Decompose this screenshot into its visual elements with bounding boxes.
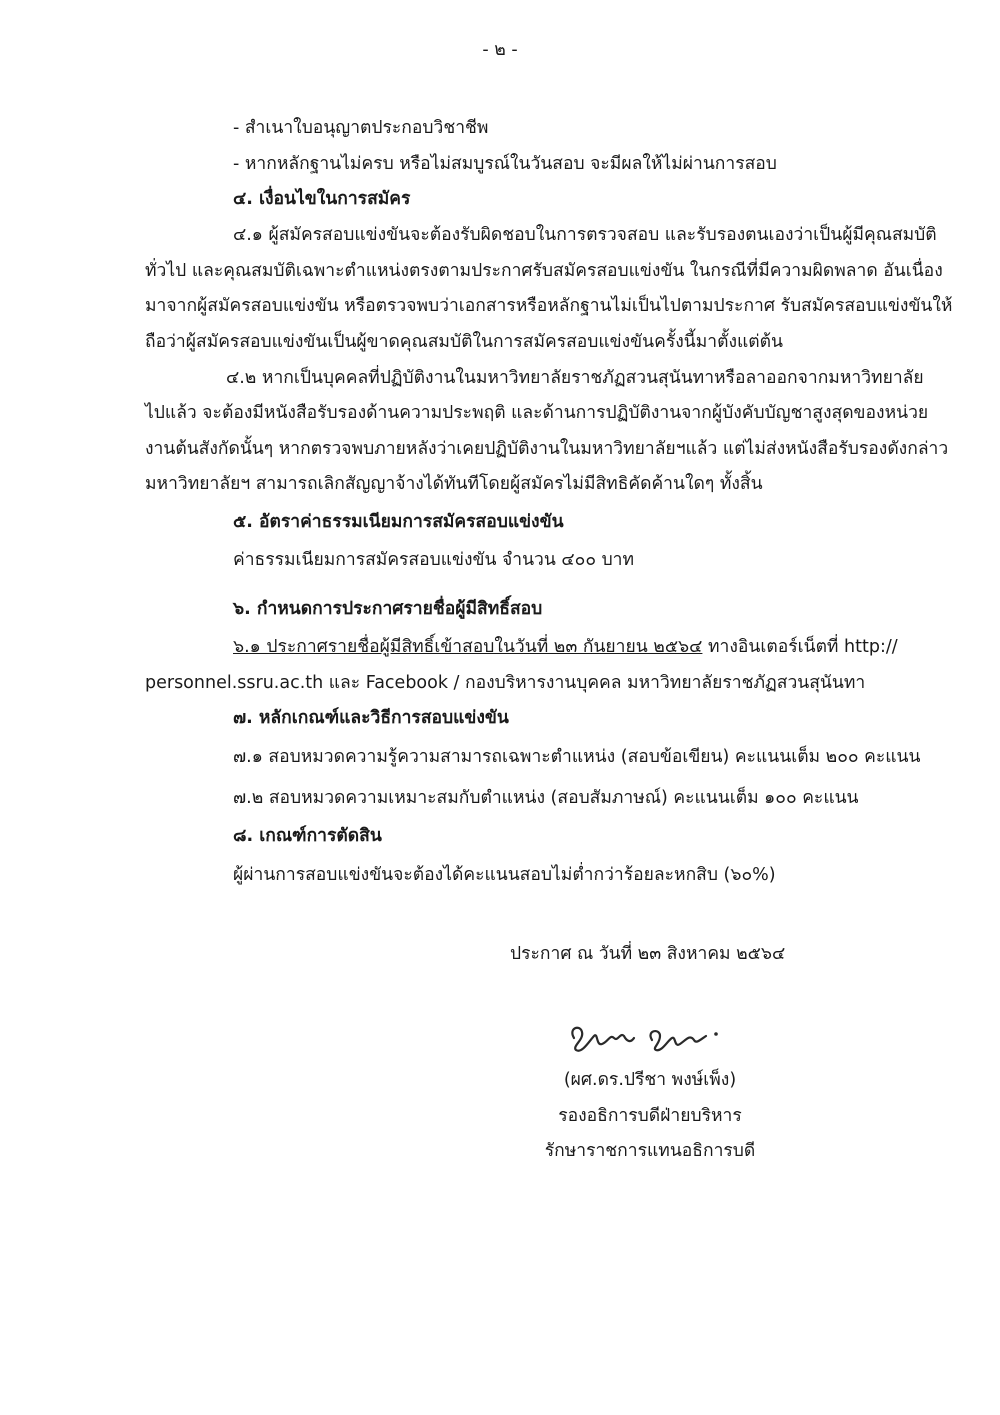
- announcement-date-underlined: ๖.๑ ประกาศรายชื่อผู้มีสิทธิ์เข้าสอบในวันที่ ๒๓ กันยายน ๒๕๖๔: [233, 637, 703, 657]
- list-item: - สำเนาใบอนุญาตประกอบวิชาชีพ: [233, 118, 489, 138]
- section-6-1-line: [233, 635, 898, 659]
- section-4-2-line: ๔.๒ หากเป็นบุคคลที่ปฏิบัติงานในมหาวิทยาลัยราชภัฏสวนสุนันทาหรือลาออกจากมหาวิทยาลัย: [226, 368, 924, 388]
- section-5-heading: ๕. อัตราค่าธรรมเนียมการสมัครสอบแข่งขัน: [233, 512, 564, 532]
- section-6-heading: ๖. กำหนดการประกาศรายชื่อผู้มีสิทธิ์สอบ: [233, 599, 543, 619]
- section-4-2-line: งานต้นสังกัดนั้นๆ หากตรวจพบภายหลังว่าเคยปฏิบัติงานในมหาวิทยาลัยฯแล้ว แต่ไม่ส่งหนังสือรับรองดังกล่าว: [145, 439, 949, 459]
- section-5-text: ค่าธรรมเนียมการสมัครสอบแข่งขัน จำนวน ๔๐๐ บาท: [233, 550, 635, 570]
- section-8-heading: ๘. เกณฑ์การตัดสิน: [233, 826, 382, 846]
- signature-image: [560, 1010, 740, 1060]
- section-7-heading: ๗. หลักเกณฑ์และวิธีการสอบแข่งขัน: [233, 708, 509, 728]
- section-4-2-line: ไปแล้ว จะต้องมีหนังสือรับรองด้านความประพฤติ และด้านการปฏิบัติงานจากผู้บังคับบัญชาสูงสุดของหน่วย: [145, 403, 929, 423]
- section-7-item: ๗.๒ สอบหมวดความเหมาะสมกับตำแหน่ง (สอบสัมภาษณ์) คะแนนเต็ม ๑๐๐ คะแนน: [233, 788, 859, 808]
- signer-position: รองอธิการบดีฝ่ายบริหาร: [558, 1106, 742, 1126]
- section-8-text: ผู้ผ่านการสอบแข่งขันจะต้องได้คะแนนสอบไม่ต่ำกว่าร้อยละหกสิบ (๖๐%): [233, 865, 776, 885]
- section-4-2-line: มหาวิทยาลัยฯ สามารถเลิกสัญญาจ้างได้ทันทีโดยผู้สมัครไม่มีสิทธิคัดค้านใดๆ ทั้งสิ้น: [145, 474, 763, 494]
- page-number: - ๒ -: [482, 40, 518, 60]
- section-4-1-line: มาจากผู้สมัครสอบแข่งขัน หรือตรวจพบว่าเอกสารหรือหลักฐานไม่เป็นไปตามประกาศ รับสมัครสอบแข่งขันให้: [145, 296, 953, 316]
- section-6-1-line: personnel.ssru.ac.th และ Facebook / กองบริหารงานบุคคล มหาวิทยาลัยราชภัฏสวนสุนันทา: [145, 673, 866, 693]
- section-4-1-line: ๔.๑ ผู้สมัครสอบแข่งขันจะต้องรับผิดชอบในการตรวจสอบ และรับรองตนเองว่าเป็นผู้มีคุณสมบัติ: [233, 225, 937, 245]
- section-4-1-line: ถือว่าผู้สมัครสอบแข่งขันเป็นผู้ขาดคุณสมบัติในการสมัครสอบแข่งขันครั้งนี้มาตั้งแต่ต้น: [145, 332, 783, 352]
- section-4-1-line: ทั่วไป และคุณสมบัติเฉพาะตำแหน่งตรงตามประกาศรับสมัครสอบแข่งขัน ในกรณีที่มีความผิดพลาด อันเนื่อง: [145, 261, 943, 281]
- signer-acting-position: รักษาราชการแทนอธิการบดี: [544, 1141, 756, 1161]
- announcement-date: ประกาศ ณ วันที่ ๒๓ สิงหาคม ๒๕๖๔: [510, 944, 786, 964]
- signer-name: (ผศ.ดร.ปรีชา พงษ์เพ็ง): [563, 1070, 737, 1090]
- section-7-item: ๗.๑ สอบหมวดความรู้ความสามารถเฉพาะตำแหน่ง (สอบข้อเขียน) คะแนนเต็ม ๒๐๐ คะแนน: [233, 747, 921, 767]
- list-item: - หากหลักฐานไม่ครบ หรือไม่สมบูรณ์ในวันสอบ จะมีผลให้ไม่ผ่านการสอบ: [233, 154, 777, 174]
- section-4-heading: ๔. เงื่อนไขในการสมัคร: [233, 189, 411, 209]
- announcement-channel: ทางอินเตอร์เน็ตที่ http://: [702, 637, 898, 657]
